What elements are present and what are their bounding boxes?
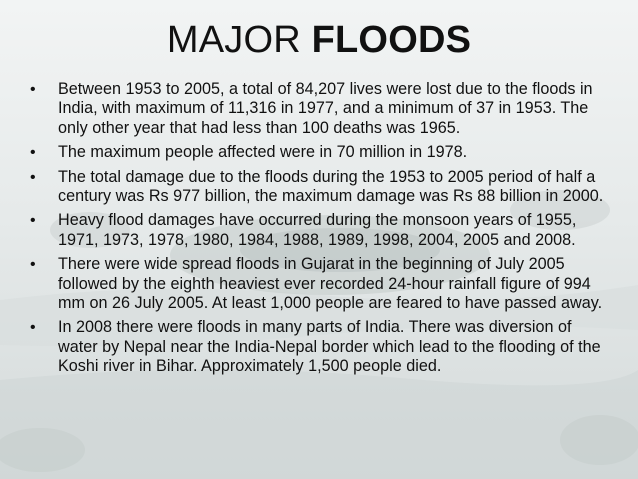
title-bold: FLOODS — [311, 19, 472, 61]
bullet-item — [28, 211, 608, 250]
bullet-text: There were wide spread floods in Gujarat in the beginning of July 2005 followed by the eighth heaviest ever recorded 24-hour rainfall figure of 994 mm on 26 July 2005. At least 1,000 people are feared to have passed away. — [58, 255, 603, 313]
bullet-item — [28, 143, 608, 162]
bullet-point: • — [30, 319, 36, 337]
slide-title — [0, 18, 638, 62]
bullet-item — [28, 80, 608, 138]
bullet-point: • — [30, 144, 36, 162]
bullet-text: Between 1953 to 2005, a total of 84,207 lives were lost due to the floods in India, with maximum of 11,316 in 1977, and a minimum of 37 in 1953. The only other year that had less than 100 deaths was 1965. — [58, 80, 593, 137]
bullet-item — [28, 255, 608, 313]
bullet-text: The total damage due to the floods during the 1953 to 2005 period of half a century was Rs 977 billion, the maximum damage was Rs 88 billion in 2000. — [58, 167, 604, 206]
bullet-point: • — [30, 212, 36, 230]
bullet-text: Heavy flood damages have occurred during the monsoon years of 1955, 1971, 1973, 1978, 1980, 1984, 1988, 1989, 1998, 2004, 2005 and 2008. — [58, 211, 577, 249]
bullet-list — [28, 80, 608, 382]
bullet-item — [28, 168, 608, 207]
bullet-point: • — [30, 256, 36, 274]
bullet-point: • — [30, 81, 36, 98]
bullet-text: The maximum people affected were in 70 million in 1978. — [58, 143, 468, 162]
bullet-text: In 2008 there were floods in many parts of India. There was diversion of water by Nepal near the India-Nepal border which lead to the flooding of the Koshi river in Bihar. Approximately 1,500 people died. — [58, 318, 601, 376]
bullet-point: • — [30, 168, 36, 186]
title-normal: MAJOR — [166, 19, 301, 61]
bullet-item — [28, 318, 608, 376]
